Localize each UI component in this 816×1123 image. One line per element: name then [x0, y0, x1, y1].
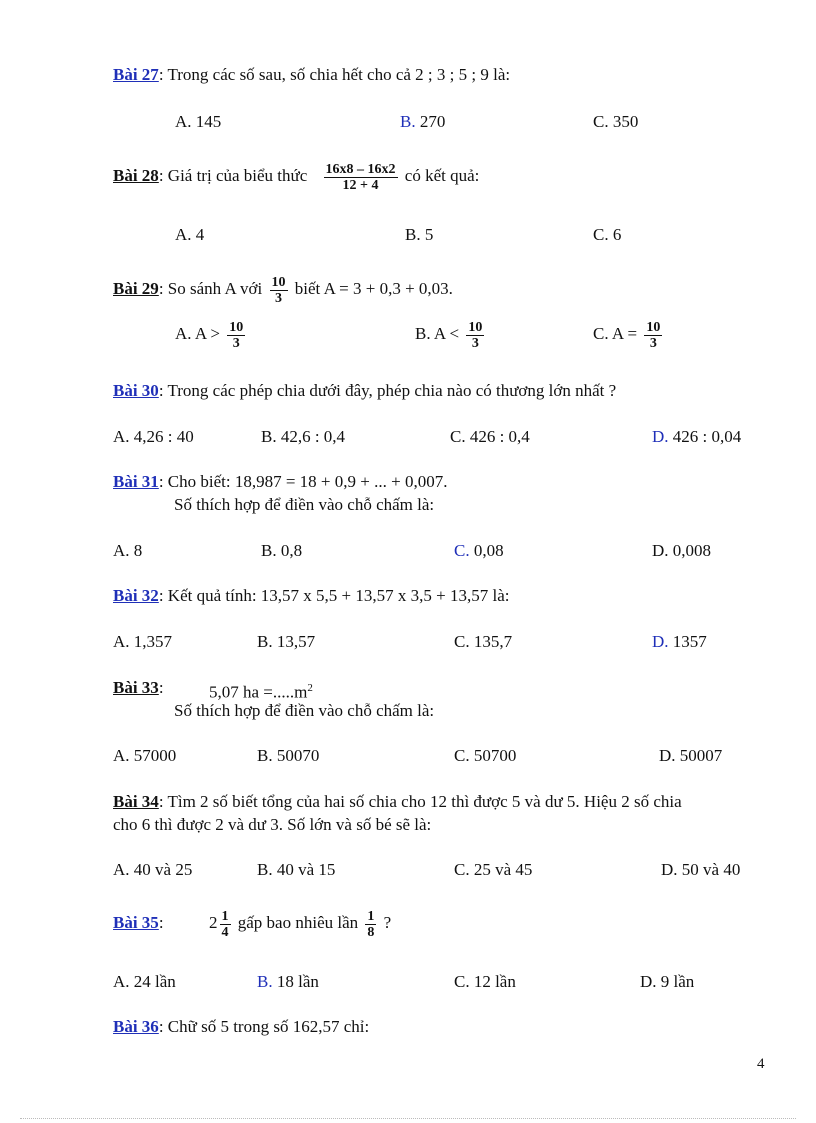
q33-option-c: C. 50700: [454, 746, 517, 765]
q27-option-c: C. 350: [593, 112, 639, 131]
question-31-line2: Số thích hợp để điền vào chỗ chấm là:: [174, 495, 435, 514]
question-33-label: Bài 33: [113, 678, 159, 697]
q29-option-c-num: 10: [646, 319, 661, 335]
question-30: [113, 381, 616, 401]
q30-option-b: B. 42,6 : 0,4: [261, 427, 346, 446]
q32-option-b: B. 13,57: [257, 632, 316, 651]
q29-option-c-text: C. A =: [593, 324, 638, 343]
q30-option-d: [652, 427, 741, 447]
question-35-label[interactable]: Bài 35: [113, 913, 159, 932]
q31-option-c-value: 0,08: [469, 541, 504, 560]
q32-option-d: [652, 632, 707, 652]
question-33-expression: [209, 678, 313, 703]
q35-mid: gấp bao nhiêu lần: [237, 913, 359, 932]
question-33: [113, 678, 164, 698]
q29-option-c-den: 3: [649, 335, 657, 351]
q31-option-c-letter: C.: [454, 541, 470, 560]
question-36-label[interactable]: Bài 36: [113, 1017, 159, 1036]
question-28-label: Bài 28: [113, 166, 159, 185]
q27-option-b-letter: B.: [400, 112, 416, 131]
q35-option-b: [257, 972, 319, 992]
question-29-pre: : So sánh A với: [158, 279, 263, 298]
q28-denominator: 12 + 4: [342, 177, 379, 193]
question-34-line2: cho 6 thì được 2 và dư 3. Số lớn và số bé sẽ là:: [113, 815, 432, 834]
question-29-label: Bài 29: [113, 279, 159, 298]
question-31-label[interactable]: Bài 31: [113, 472, 159, 491]
q33-option-d: D. 50007: [659, 746, 723, 765]
question-31: [113, 472, 447, 492]
question-33-colon: :: [158, 678, 164, 697]
q32-option-d-letter: D.: [652, 632, 669, 651]
page-footer-divider: [20, 1118, 796, 1119]
q35-num1: 1: [221, 908, 229, 924]
q29-option-c: [593, 314, 665, 354]
question-33-expr: 5,07 ha =.....m: [209, 682, 308, 702]
q29-option-b: [415, 314, 487, 354]
q31-option-d: D. 0,008: [652, 541, 712, 560]
question-28-pre: : Giá trị của biểu thức: [158, 166, 308, 185]
question-30-text: : Trong các phép chia dưới đây, phép chia nào có thương lớn nhất ?: [158, 381, 617, 400]
question-33-sup: 2: [307, 682, 313, 694]
question-32-label[interactable]: Bài 32: [113, 586, 159, 605]
question-36: [113, 1017, 369, 1037]
q29-option-a-fraction: [227, 320, 245, 351]
q35-den1: 4: [221, 924, 229, 940]
q35-end: ?: [383, 913, 392, 932]
q29-option-c-fraction: [644, 320, 662, 351]
q34-option-c: C. 25 và 45: [454, 860, 533, 879]
q35-mixed-fraction: [220, 909, 231, 940]
q33-option-a: A. 57000: [113, 746, 177, 765]
q29-option-b-num: 10: [468, 319, 483, 335]
question-30-label[interactable]: Bài 30: [113, 381, 159, 400]
q30-option-d-letter: D.: [652, 427, 669, 446]
question-35-colon: :: [158, 913, 164, 932]
question-28-post: có kết quả:: [404, 166, 480, 185]
q29-option-b-fraction: [466, 320, 484, 351]
q30-option-d-value: 426 : 0,04: [668, 427, 742, 446]
q35-whole: 2: [209, 913, 218, 932]
q29-denominator: 3: [275, 290, 283, 306]
q35-num2: 1: [367, 908, 375, 924]
question-28: [113, 156, 479, 196]
q31-option-b: B. 0,8: [261, 541, 303, 560]
q32-option-c: C. 135,7: [454, 632, 513, 651]
q32-option-d-value: 1357: [668, 632, 707, 651]
q29-option-a-num: 10: [229, 319, 244, 335]
q28-option-b: B. 5: [405, 225, 434, 244]
q29-option-a: [175, 314, 248, 354]
q31-option-a: A. 8: [113, 541, 143, 560]
q31-option-c: [454, 541, 504, 561]
q29-option-b-den: 3: [471, 335, 479, 351]
q33-option-b: B. 50070: [257, 746, 320, 765]
q32-option-a: A. 1,357: [113, 632, 173, 651]
q35-fraction: [365, 909, 376, 940]
question-32-text: : Kết quả tính: 13,57 x 5,5 + 13,57 x 3,5 + 13,57 là:: [158, 586, 510, 605]
q35-option-d: D. 9 lần: [640, 972, 695, 991]
question-29-post: biết A = 3 + 0,3 + 0,03.: [294, 279, 453, 298]
q34-option-d: D. 50 và 40: [661, 860, 741, 879]
q27-option-b: [400, 112, 445, 132]
q28-option-a: A. 4: [175, 225, 205, 244]
q30-option-c: C. 426 : 0,4: [450, 427, 530, 446]
q35-option-b-value: 18 lần: [272, 972, 319, 991]
question-29: [113, 269, 453, 309]
q30-option-a: A. 4,26 : 40: [113, 427, 194, 446]
question-27: [113, 65, 510, 85]
question-32: [113, 586, 509, 606]
question-34-label: Bài 34: [113, 792, 159, 811]
question-35-expression: [209, 903, 391, 943]
question-27-label[interactable]: Bài 27: [113, 65, 159, 84]
q34-option-a: A. 40 và 25: [113, 860, 193, 879]
q35-option-a: A. 24 lần: [113, 972, 176, 991]
question-34: [113, 792, 682, 812]
q27-option-a: A. 145: [175, 112, 222, 131]
q35-den2: 8: [367, 924, 375, 940]
q34-option-b: B. 40 và 15: [257, 860, 336, 879]
question-31-text: : Cho biết: 18,987 = 18 + 0,9 + ... + 0,007.: [158, 472, 448, 491]
page-number: 4: [757, 1056, 765, 1072]
q28-option-c: C. 6: [593, 225, 622, 244]
question-36-text: : Chữ số 5 trong số 162,57 chỉ:: [158, 1017, 370, 1036]
q29-option-a-den: 3: [232, 335, 240, 351]
q29-option-a-text: A. A >: [175, 324, 221, 343]
q35-option-b-letter: B.: [257, 972, 273, 991]
q29-numerator: 10: [271, 274, 286, 290]
question-34-text: : Tìm 2 số biết tổng của hai số chia cho 12 thì được 5 và dư 5. Hiệu 2 số chia: [158, 792, 682, 811]
question-27-text: : Trong các số sau, số chia hết cho cả 2 ; 3 ; 5 ; 9 là:: [158, 65, 511, 84]
q28-expression-fraction: [324, 162, 398, 193]
question-33-line2: Số thích hợp để điền vào chỗ chấm là:: [174, 701, 435, 720]
q27-option-b-value: 270: [415, 112, 446, 131]
q29-fraction: [270, 275, 288, 306]
q29-option-b-text: B. A <: [415, 324, 460, 343]
question-35: [113, 903, 164, 943]
q28-numerator: 16x8 – 16x2: [325, 161, 396, 177]
q35-option-c: C. 12 lần: [454, 972, 516, 991]
